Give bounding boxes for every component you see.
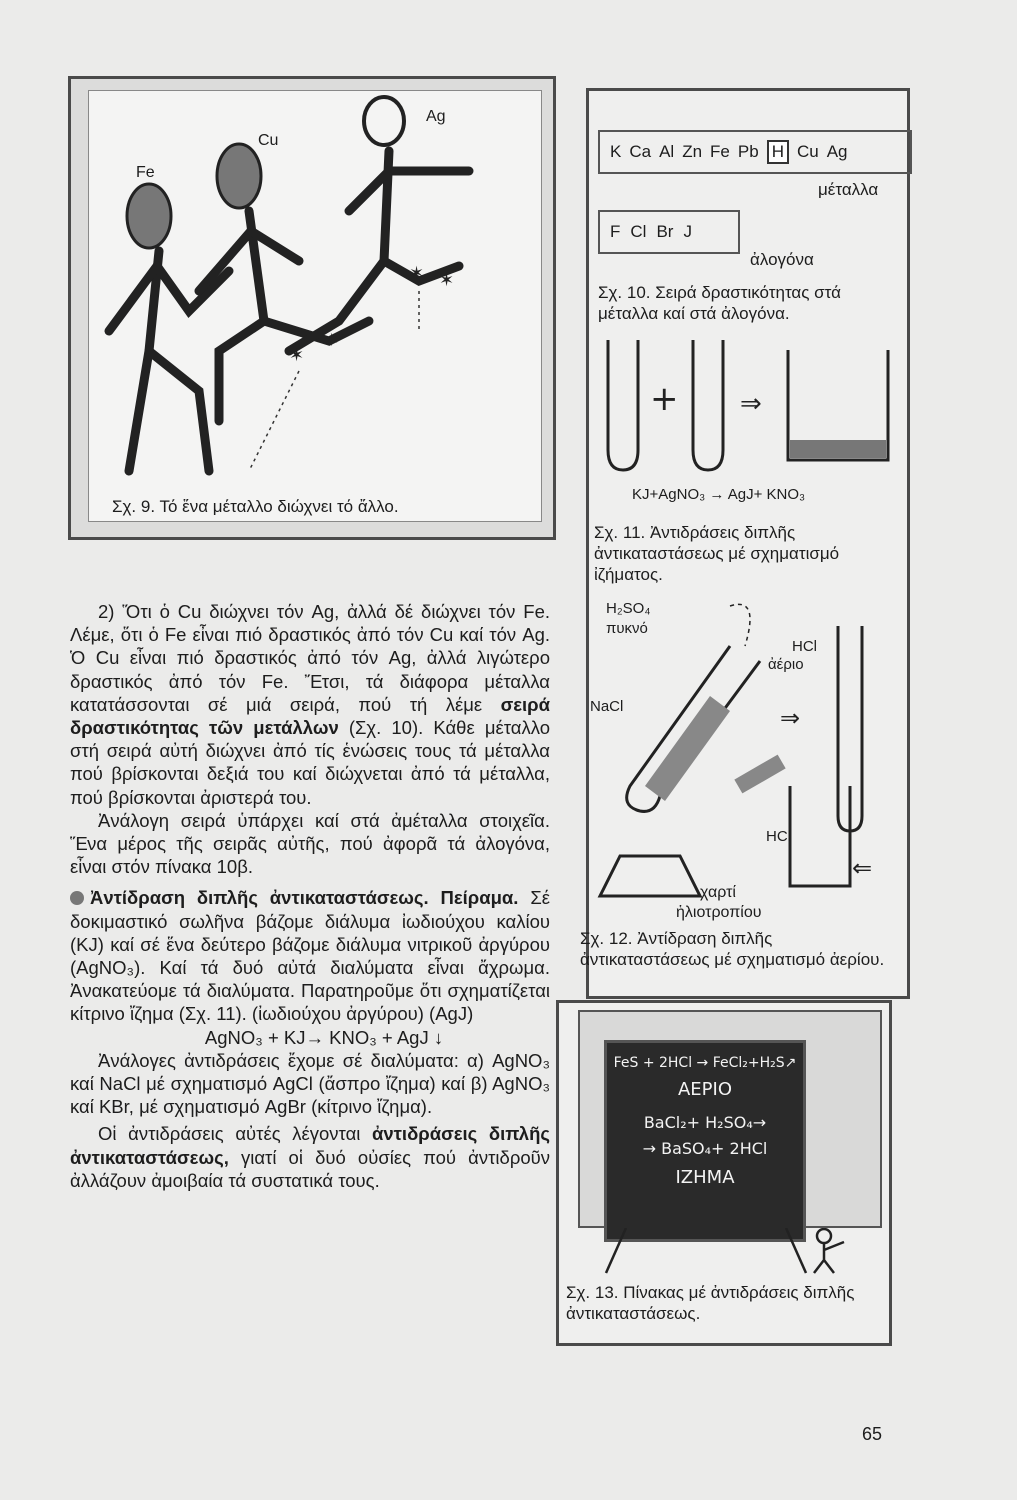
metals-label: μέταλλα xyxy=(818,180,879,199)
ag-head xyxy=(364,97,404,145)
cu-label: Cu xyxy=(258,132,279,149)
svg-text:+: + xyxy=(650,379,679,419)
ag-label: Ag xyxy=(426,108,446,125)
hcl-label: HCl xyxy=(766,828,791,845)
metal-cu: Cu xyxy=(796,142,819,161)
nacl-label: NaCl xyxy=(590,698,624,715)
fe-label: Fe xyxy=(136,164,155,181)
test-tubes-precipitate-illustration xyxy=(598,340,898,480)
paragraph-nonmetals: Ἀνάλογη σειρά ὑπάρχει καί στά ἀμέταλλα στοιχεῖα. Ἕνα μέρος τῆς σειρᾶς αὐτῆς, πού ἀφορᾶ τά ἀλογόνα, εἶναι στόν πίνακα 10β. xyxy=(70,809,550,878)
term-double-displacement: ἀντιδράσεις διπλῆς ἀντικαταστάσεως, xyxy=(70,1123,550,1168)
figure-13-caption: Σχ. 13. Πίνακας μέ ἀντιδράσεις διπλῆς ἀντικαταστάσεως. xyxy=(566,1283,855,1323)
figure-9-panel xyxy=(88,90,542,522)
page-number: 65 xyxy=(862,1424,883,1444)
hcl-gas-label: HCl xyxy=(792,638,817,655)
litmus-paper-label-2: ἡλιοτροπίου xyxy=(676,904,762,921)
metal-fe: Fe xyxy=(710,142,730,161)
metal-k: K xyxy=(610,142,622,161)
figure-9-caption: Σχ. 9. Τό ἕνα μέταλλο διώχνει τό ἄλλο. xyxy=(112,497,399,516)
svg-text:✶: ✶ xyxy=(289,345,305,366)
reaction-equation: AgNO₃ + KJ→ KNO₃ + AgJ ↓ xyxy=(204,1026,444,1048)
metal-al: Al xyxy=(659,142,675,161)
svg-text:✶: ✶ xyxy=(409,263,425,284)
paragraph-definition: Οἱ ἀντιδράσεις αὐτές λέγονται ἀντιδράσεις διπλῆς ἀντικαταστάσεως, γιατί οἱ δυό οὐσίες πού ἀντιδροῦν ἀλλάζουν ἀμοιβαία τά συστατικά τους. xyxy=(70,1123,550,1191)
figure-12-caption: Σχ. 12. Ἀντίδραση διπλῆς ἀντικαταστάσεως μέ σχηματισμό ἀερίου. xyxy=(580,929,885,969)
halogens-series-box xyxy=(598,210,740,254)
halogens-label: ἀλογόνα xyxy=(750,250,814,269)
board-line-3: BaCl₂+ H₂SO₄→ xyxy=(643,1113,767,1132)
metal-zn: Zn xyxy=(682,142,703,161)
kicking-figures-illustration xyxy=(89,91,541,491)
blackboard xyxy=(604,1040,806,1242)
main-text xyxy=(70,600,550,1192)
paragraph-activity-series: 2) Ὅτι ὁ Cu διώχνει τόν Ag, ἀλλά δέ διώχνει τόν Fe. Λέμε, ὅτι ὁ Fe εἶναι πιό δραστικός ἀπό τόν Cu καί τόν Ag. Ὁ Cu εἶναι πιό δραστικός ἀπό τόν Ag, ἀλλά λιγώτερο δραστικός ἀπό τόν Fe. Ἔτσι, τά διάφορα μέταλλα κατατάσσονται σέ μιά σειρά, πού τή λέμε σειρά δραστικότητας τῶν μετάλλων (Σχ. 10). Κάθε μέταλλο στή σειρά αὐτή διώχνει ἀπό τίς ἑνώσεις τους τά μέταλλα πού βρίσκονται δεξιά του καί διώχνεται ἀπό τά μέταλλα, πού βρίσκονται ἀριστερά του. xyxy=(70,601,550,808)
metal-pb: Pb xyxy=(737,142,759,161)
halogen-br: Br xyxy=(656,222,674,241)
figure-11-caption: Σχ. 11. Ἀντιδράσεις διπλῆς ἀντικαταστάσεως μέ σχηματισμό ἰζήματος. xyxy=(594,523,840,584)
paragraph-similar-reactions: Ἀνάλογες ἀντιδράσεις ἔχομε σέ διαλύματα: α) AgNO₃ καί NaCl μέ σχηματισμό AgCl (ἄσπρο ἴζημα) καί β) AgNO₃ καί KBr, μέ σχηματισμό AgBr (κίτρινο ἴζημα). xyxy=(70,1049,550,1118)
figure-10-caption: Σχ. 10. Σειρά δραστικότητας στά μέταλλα καί στά ἀλογόνα. xyxy=(598,283,841,323)
metal-h: H xyxy=(767,140,789,164)
paragraph-double-displacement: Ἀντίδραση διπλῆς ἀντικαταστάσεως. Πείραμα. Σέ δοκιμαστικό σωλῆνα βάζομε διάλυμα ἰωδιούχου καλίου (KJ) καί σέ ἕνα δεύτερο βάζομε διάλυμα νιτρικοῦ ἀργύρου (AgNO₃). Καί τά δυό αὐτά διαλύματα εἶναι ἄχρωμα. Ἀνακατεύομε τά διαλύματα. Παρατηροῦμε ὅτι σχηματίζεται κίτρινο ἴζημα (Σχ. 11). (ἰωδιούχου ἀργύρου) (AgJ) xyxy=(70,887,550,1025)
term-activity-series: σειρά δραστικότητας τῶν μετάλλων xyxy=(70,693,550,739)
pykno-label: πυκνό xyxy=(606,620,648,637)
easel-and-figure-illustration xyxy=(586,1228,876,1278)
svg-text:✶: ✶ xyxy=(439,270,455,291)
board-line-4: → BaSO₄+ 2HCl xyxy=(642,1139,768,1158)
svg-text:⇒: ⇒ xyxy=(740,389,762,419)
section-heading-double-displacement: Ἀντίδραση διπλῆς ἀντικαταστάσεως. Πείραμα. xyxy=(90,887,519,909)
figure-11-equation: KJ+AgNO₃ → AgJ+ KNO₃ xyxy=(632,486,806,503)
halogen-j: J xyxy=(683,222,692,241)
metal-ag: Ag xyxy=(826,142,848,161)
metals-series-box xyxy=(598,130,912,174)
board-line-2: ΑΕΡΙΟ xyxy=(677,1079,733,1100)
h2so4-label: H₂SO₄ xyxy=(606,600,651,617)
svg-text:✶: ✶ xyxy=(324,330,340,351)
svg-text:⇐: ⇐ xyxy=(852,854,873,882)
bullet-icon xyxy=(70,891,84,905)
gas-label: ἀέριο xyxy=(768,656,804,673)
litmus-paper-label-1: χαρτί xyxy=(700,884,736,901)
fe-head xyxy=(127,184,171,248)
board-line-5: ΙΖΗΜΑ xyxy=(675,1167,735,1188)
cu-head xyxy=(217,144,261,208)
board-line-1: FeS + 2HCl → FeCl₂+H₂S↗ xyxy=(613,1055,797,1071)
halogen-f: F xyxy=(610,222,621,241)
metal-ca: Ca xyxy=(629,142,652,161)
svg-text:⇒: ⇒ xyxy=(780,704,801,732)
halogen-cl: Cl xyxy=(630,222,647,241)
